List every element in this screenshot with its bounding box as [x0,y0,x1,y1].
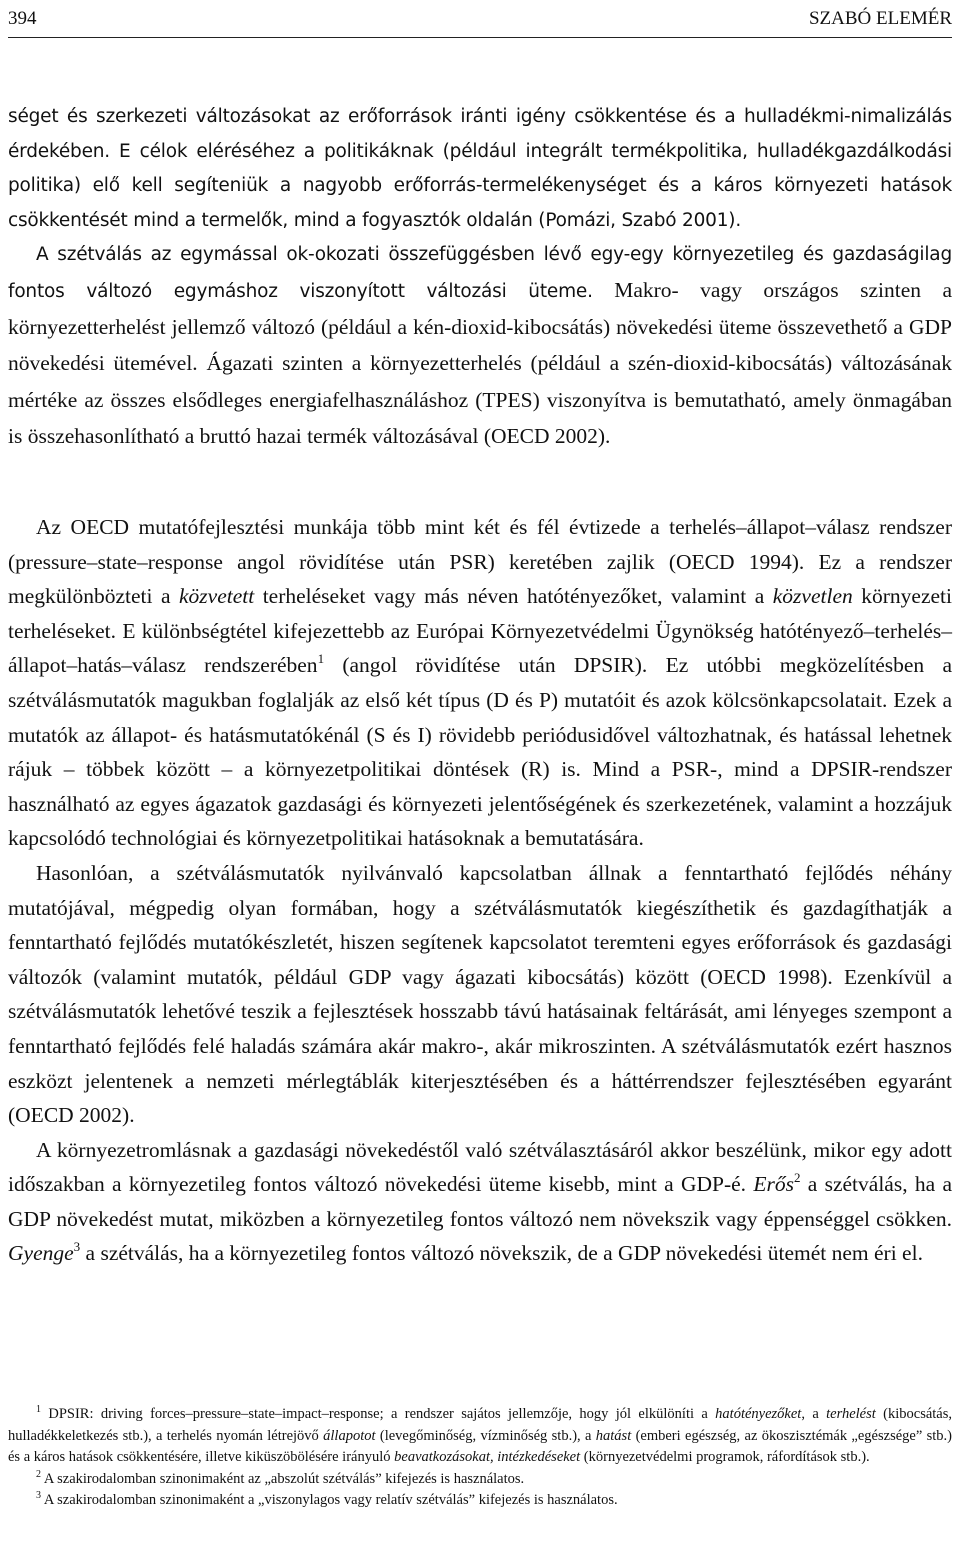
paragraph-3-part-a: Az OECD mutatófejlesztési munkája több mint két és fél évtizede a terhelés–állapot–válasz rendszer (pressure–state–response angol rövidítése után PSR) keretében zajlik (OECD 1994). Ez a rendszer megkülönbözteti a [8,515,952,609]
page-number: 394 [8,8,37,29]
footnote-1-number: 1 [36,1404,41,1415]
paragraph-3-part-d: (angol rövidítése után DPSIR). Ez utóbbi megközelítésben a szétválásmutatók magukban foglalják az első két típus (D és P) mutatóit és azok kölcsönkapcsolatait. Ezek a mutatók az állapot- és hatásmutatókénál (S és I) rövidebb periódusidővel változhatnak, és hatással lehetnek rájuk – többek között – a környezetpolitikai döntések (R) is. Mind a PSR-, mind a DPSIR-rendszer használható az egyes ágazatok gazdasági és környezeti jelentőségének és szerkezetének, valamint a hozzájuk kapcsolódó technológiai és környezetpolitikai hatásoknak a bemutatására. [8,653,952,851]
footnote-ref-2[interactable]: 2 [793,1170,801,1186]
footnote-1-emphasis-1: hatótényezőket [715,1406,802,1422]
running-head: SZABÓ ELEMÉR [808,8,952,29]
emphasis-eros: Erős [753,1172,794,1197]
header-rule [8,37,952,38]
paragraph-3-part-b: terheléseket vagy más néven hatótényezőket, valamint a [254,584,773,609]
footnote-1-emphasis-5: beavatkozásokat, intézkedéseket [394,1449,581,1466]
emphasis-kozvetett: közvetett [179,584,255,609]
paragraph-4-text: Hasonlóan, a szétválásmutatók nyilvánvaló kapcsolatban állnak a fenntartható fejlődés néhány mutatójával, mégpedig olyan formában, hogy a szétválásmutatók kiegészíthetik és gazdagíthatják a fenntartható fejlődés mutatókészletét, hiszen segítenek kapcsolatot teremteni egyes erőforrások és gazdasági változók (valamint mutatók, például GDP vagy ágazati kibocsátás) között (OECD 1998). Ezenkívül a szétválásmutatók lehetővé teszik a fejlesztések hosszabb távú hatásainak feltárását, ami lényeges szempont a fenntartható fejlődés felé haladás számára akár makro-, akár mikroszinten. A szétválásmutatók ezért hasznos eszközt jelentenek a nemzeti mérlegtáblák kiterjesztésében és a háttérrendszer fejlesztésében egyaránt (OECD 2002). [8,860,952,1128]
footnote-ref-3[interactable]: 3 [73,1239,81,1255]
footnote-1-text-f: (környezetvédelmi programok, ráfordítások stb.). [580,1449,870,1466]
footnote-3 [8,1490,952,1512]
paragraph-4 [8,856,952,1133]
footnote-2-number: 2 [36,1468,41,1480]
paragraph-1-part-a: séget és szerkezeti változásokat az erőforrások iránti igény csökkentése és a hulladékmi-nimalizálás érdekében. [8,106,952,162]
footnote-2-text: A szakirodalomban szinonimaként az „abszolút szétválás” kifejezés is használatos. [41,1470,525,1487]
paragraph-3 [8,510,952,856]
paragraph-1-part-b: E célok eléréséhez a politikáknak (például integrált termékpolitika, hulladékgazdálkodási politika) elő kell segíteniük a nagyobb erőforrás-termelékenységet és a káros környezeti hatások csökkentését mind a termelők, mind a fogyasztók oldalán (Pomázi, Szabó 2001). [8,140,952,231]
footnote-1 [8,1404,952,1469]
footnotes [8,1404,952,1512]
footnote-1-emphasis-3: állapotot [323,1427,376,1444]
paragraph-1 [8,100,952,238]
footnote-1-text-e: (emberi egészség, az ökoszisztémák „egészsége” stb.) és a káros hatások csökkentésére, illetve kiküszöbölésére irányuló [8,1427,952,1466]
footnote-1-emphasis-2: terhelést [826,1406,876,1422]
paragraph-5 [8,1133,952,1271]
paragraph-3-part-c: környezeti terheléseket. E különbségtétel kifejezettebb az Európai Környezetvédelmi Ügynökség hatótényező–terhelés–állapot–hatás–válasz rendszerében [8,584,952,678]
emphasis-gyenge: Gyenge [8,1241,74,1266]
paragraph-2-part-b: Makro- vagy országos szinten a környezetterhelést jellemző változó (például a kén-dioxid-kibocsátás) növekedési üteme összevethető a GDP növekedési ütemével. [8,277,952,376]
footnote-1-text-a: DPSIR: driving forces–pressure–state–impact–response; a rendszer sajátos jellemzője, hogy jól elkülöníti a [41,1406,716,1422]
footnote-1-emphasis-4: hatást [595,1427,632,1444]
paragraph-5-part-a: A környezetromlásnak a gazdasági növekedéstől való szétválasztásáról akkor beszélünk, mikor egy adott időszakban a környezetileg fontos változó növekedési üteme kisebb, mint a GDP-é. [8,1137,952,1197]
paragraph-2-part-c: Ágazati szinten a környezetterhelés (például a szén-dioxid-kibocsátás) változásának mértéke az összes elsődleges energiafelhasználáshoz (TPES) viszonyítva is bemutatható, amely önmagában is összehasonlítható a bruttó hazai termék változásával (OECD 2002). [8,351,952,449]
page-header [8,4,952,34]
footnote-1-text-c: (kibocsátás, hulladékkeletkezés stb.), a terhelés nyomán létrejövő [8,1406,953,1444]
paragraph-2 [8,238,952,456]
paragraph-2-part-a: A szétválás az egymással ok-okozati összefüggésben lévő egy-egy környezetileg és gazdaságilag fontos változó egymáshoz viszonyított változási üteme. [8,244,952,302]
footnote-3-number: 3 [36,1490,41,1502]
footnote-1-text-b: , a [801,1406,827,1422]
footnote-ref-1[interactable]: 1 [317,651,325,667]
paragraph-5-part-b: a szétválás, ha a GDP növekedést mutat, miközben a környezetileg fontos változó nem növekszik vagy éppenséggel csökken. [8,1172,952,1231]
body-text [8,100,952,456]
footnote-2 [8,1469,952,1491]
footnote-3-text: A szakirodalomban szinonimaként a „viszonylagos vagy relatív szétválás” kifejezés is használatos. [41,1492,618,1509]
footnote-1-text-d: (levegőminőség, vízminőség stb.), a [375,1427,596,1444]
emphasis-kozvetlen: közvetlen [772,584,853,609]
paragraph-5-part-c: a szétválás, ha a környezetileg fontos változó növekszik, de a GDP növekedési ütemét nem éri el. [80,1241,923,1266]
body-text-serif [8,510,952,1271]
